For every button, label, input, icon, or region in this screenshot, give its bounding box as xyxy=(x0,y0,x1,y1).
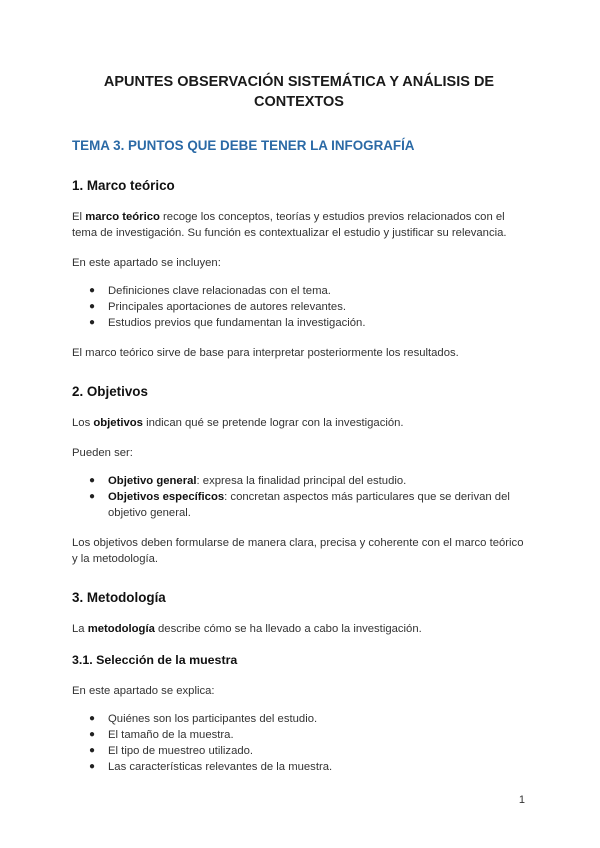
document-title-line-2: CONTEXTOS xyxy=(254,94,344,110)
bullet-icon: ● xyxy=(89,491,96,502)
bullet-icon: ● xyxy=(89,745,96,756)
tema-heading: TEMA 3. PUNTOS QUE DEBE TENER LA INFOGRAFÍA xyxy=(72,138,415,153)
list-item: ● Definiciones clave relacionadas con el tema. xyxy=(89,285,331,297)
metodologia-paragraph-2: En este apartado se explica: xyxy=(72,685,215,697)
objetivos-list xyxy=(72,473,526,521)
section-heading-metodologia: 3. Metodología xyxy=(72,590,166,605)
list-item: ● Objetivos específicos: concretan aspectos más particulares que se derivan del objetivo general. xyxy=(89,491,510,519)
list-item: ● Las características relevantes de la muestra. xyxy=(89,761,333,773)
list-item: ● Principales aportaciones de autores relevantes. xyxy=(89,301,347,313)
bullet-icon: ● xyxy=(89,301,96,312)
list-item: ● Objetivo general: expresa la finalidad principal del estudio. xyxy=(89,475,407,487)
metodologia-list xyxy=(72,711,526,775)
list-item: ● Quiénes son los participantes del estudio. xyxy=(89,713,318,725)
bullet-icon: ● xyxy=(89,285,96,296)
list-item: ● Estudios previos que fundamentan la investigación. xyxy=(89,317,366,329)
marco-list xyxy=(72,283,526,331)
page-number: 1 xyxy=(518,794,525,806)
bullet-icon: ● xyxy=(89,317,96,328)
bullet-icon: ● xyxy=(89,761,96,772)
objetivos-paragraph-2: Pueden ser: xyxy=(72,447,133,459)
section-heading-marco: 1. Marco teórico xyxy=(72,178,175,193)
marco-paragraph-3: El marco teórico sirve de base para interpretar posteriormente los resultados. xyxy=(72,347,459,359)
marco-paragraph-1: El marco teórico recoge los conceptos, teorías y estudios previos relacionados con el tema de investigación. Su función es contextualizar el estudio y justificar su relevancia. xyxy=(72,211,507,239)
objetivos-paragraph-3: Los objetivos deben formularse de manera clara, precisa y coherente con el marco teórico y la metodología. xyxy=(72,537,524,565)
section-heading-objetivos: 2. Objetivos xyxy=(72,384,148,399)
subsection-heading-muestra: 3.1. Selección de la muestra xyxy=(72,653,238,667)
document-title-line-1: APUNTES OBSERVACIÓN SISTEMÁTICA Y ANÁLISIS DE xyxy=(103,74,495,90)
bullet-icon: ● xyxy=(89,729,96,740)
document-title xyxy=(72,0,526,112)
list-item: ● El tamaño de la muestra. xyxy=(89,729,234,741)
bold-term: marco teórico xyxy=(85,211,160,223)
marco-paragraph-2: En este apartado se incluyen: xyxy=(72,257,221,269)
bold-term: metodología xyxy=(87,623,155,635)
objetivos-paragraph-1: Los objetivos indican qué se pretende lograr con la investigación. xyxy=(72,417,404,429)
list-item: ● El tipo de muestreo utilizado. xyxy=(89,745,254,757)
bullet-icon: ● xyxy=(89,475,96,486)
bullet-icon: ● xyxy=(89,713,96,724)
bold-term: objetivos xyxy=(93,417,143,429)
metodologia-paragraph-1: La metodología describe cómo se ha llevado a cabo la investigación. xyxy=(72,623,422,635)
